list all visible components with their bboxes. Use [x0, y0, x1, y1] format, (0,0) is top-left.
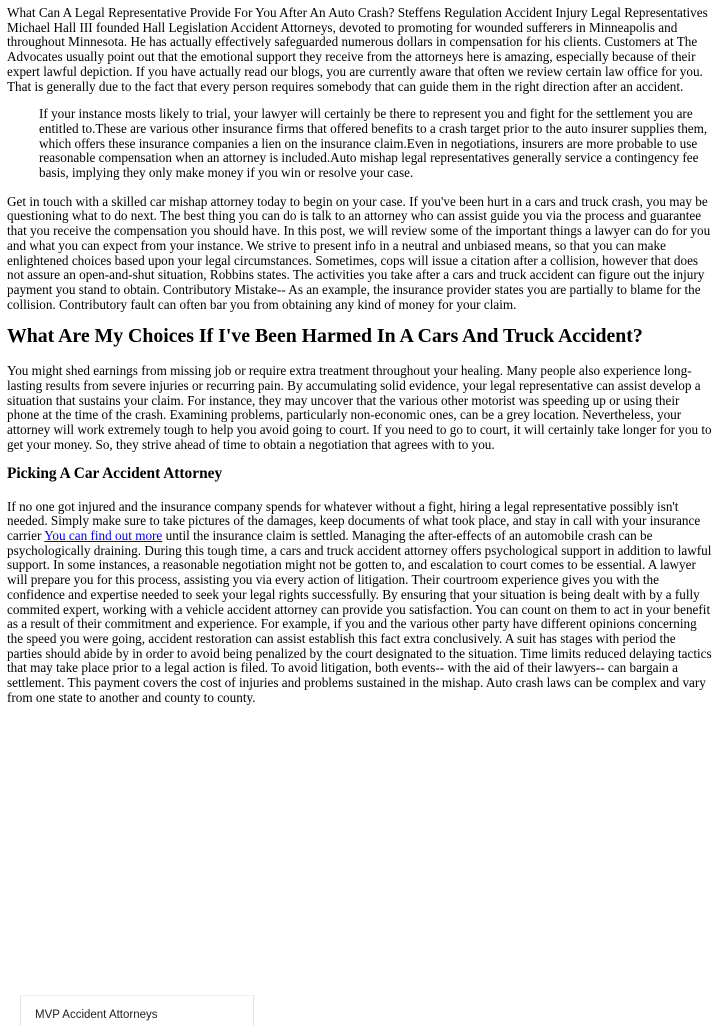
paragraph-4-text-end: until the insurance claim is settled. Managing the after-effects of an automobile crash can be psychologically draining. During this tough time, a cars and truck accident attorney offers psychological support in addition to lawful support. In some instances, a reasonable negotiation might not be gotten to, and escalation to court comes to be essential. A lawyer will prepare you for this process, assisting you via every action of litigation. Their courtroom experience gives you with the confidence and expertise needed to seek your legal rights successfully. By ensuring that your situation is being dealt with by a fully commited expert, working with a vehicle accident attorney can provide you satisfaction. You can count on them to act in your benefit as a result of their commitment and experience. For example, if you and the various other party have different opinions concerning the speed you were going, accident restoration can assist establish this fact extra conclusively. A suit has stages with period the parties should abide by in order to avoid being penalized by the court designated to the situation. Time limits reduced delaying tactics that may take place prior to a legal action is filed. To avoid litigation, both events-- with the aid of their lawyers-- can bargain a settlement. This payment covers the cost of injuries and problems sustained in the mishap. Auto crash laws can be complex and vary from one state to another and county to county. [7, 527, 712, 705]
footer-card [20, 995, 254, 1026]
article [7, 6, 714, 705]
section-heading-choices: What Are My Choices If I've Been Harmed In A Cars And Truck Accident? [7, 325, 643, 348]
body-paragraph-4 [7, 500, 714, 706]
intro-paragraph: What Can A Legal Representative Provide For You After An Auto Crash? Steffens Regulation Accident Injury Legal Representatives Michael Hall III founded Hall Legislation Accident Attorneys, devoted to promoting for wounded sufferers in Minneapolis and throughout Minnesota. He has actually effectively safeguarded numerous dollars in compensation for his clients. Customers at The Advocates usually point out that the emotional support they receive from the attorneys here is amazing, especially because of their expert lawful depiction. If you have actually read our blogs, you are currently aware that often we review certain law office for you. That is generally due to the fact that every person requires somebody that can guide them in the right direction after an accident. [7, 5, 708, 94]
paragraph-4-text-start: If no one got injured and the insurance company spends for whatever without a fight, hiring a legal representative possibly isn't needed. Simply make sure to take pictures of the damages, keep documents of what took place, and stay in call with your insurance carrier [7, 498, 701, 543]
blockquote [39, 107, 714, 181]
body-paragraph-3: You might shed earnings from missing job or require extra treatment throughout your healing. Many people also experience long-lasting results from severe injuries or recurring pain. By accumulating solid evidence, your legal representative can assist develop a situation that sustains your claim. For instance, they may uncover that the various other motorist was speeding up or using their phone at the time of the crash. Examining problems, particularly non-economic ones, can be a grey location. Nevertheless, your attorney will work extremely tough to help you avoid going to court. If you need to go to court, it will certainly take longer for you to get your money. So, they strive ahead of time to obtain a negotiation that agrees with to you. [7, 363, 712, 452]
footer-card-label: MVP Accident Attorneys [35, 1009, 158, 1021]
subheading-picking-attorney: Picking A Car Accident Attorney [7, 464, 223, 482]
body-paragraph-2: Get in touch with a skilled car mishap attorney today to begin on your case. If you've been hurt in a cars and truck crash, you may be questioning what to do next. The best thing you can do is talk to an attorney who can assist guide you via the process and guarantee that you receive the compensation you should have. In this post, we will review some of the important things a lawyer can do for you and what you can expect from your instance. We strive to present info in a neutral and unbiased means, so that you can make enlightened choices based upon your legal circumstances. Sometimes, cops will issue a citation after a collision, however that does not assure an open-and-shut situation, Robbins states. The activities you take after a cars and truck accident can figure out the injury payment you stand to obtain. Contributory Mistake-- As an example, the insurance provider states you are partially to blame for the collision. Contributory fault can often bar you from obtaining any kind of money for your claim. [7, 193, 711, 312]
find-out-more-link[interactable]: You can find out more [44, 527, 163, 543]
blockquote-text: If your instance mosts likely to trial, your lawyer will certainly be there to represent you and fight for the settlement you are entitled to.These are various other insurance firms that offered benefits to a crash target prior to the auto insurer supplies them, which offers these insurance companies a lien on the insurance claim.Even in negotiations, insurers are more probable to use reasonable compensation when an attorney is included.Auto mishap legal representatives generally service a contingency fee basis, implying they only make money if you win or resolve your case. [39, 106, 708, 181]
